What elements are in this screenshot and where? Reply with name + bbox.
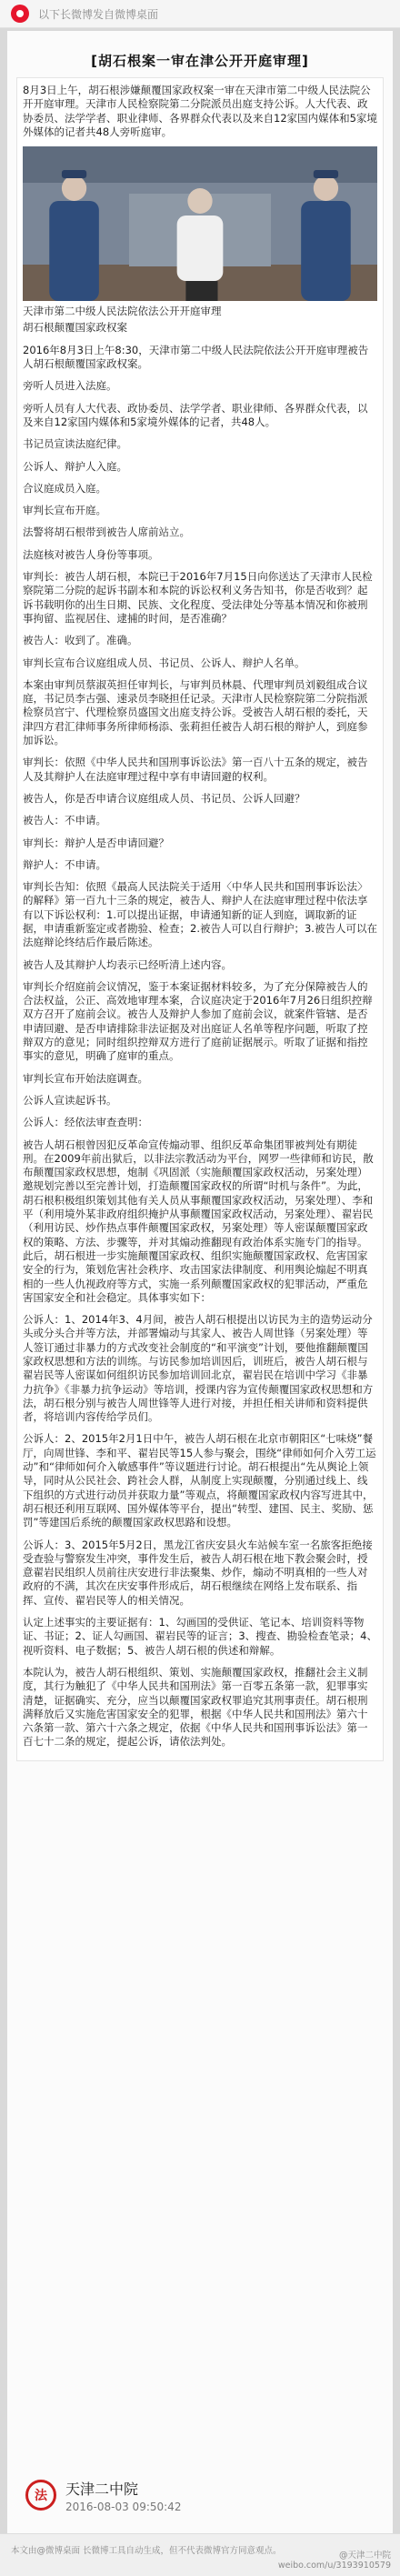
paragraph-13: 本案由审判员蔡淑英担任审判长，与审判员林晨、代理审判员刘毅组成合议庭，书记员李古强、速录员李晓担任记录。天津市人民检察院第二分院指派检察员宫宁、代理检察员盛国文出庭支持公诉。受被告人胡石根的委托，天津四方君汇律师事务所律师杨添、张莉担任被告人胡石根的辩护人，到庭参加诉讼。 [23, 677, 368, 747]
paragraph-16: 被告人：不申请。 [23, 814, 106, 827]
paragraph-5: 公诉人、辩护人入庭。 [23, 459, 127, 473]
court-emblem-glyph: 法 [35, 2489, 47, 2503]
post-datetime: 2016-08-03 09:50:42 [65, 2500, 182, 2513]
paragraph-22: 审判长宣布开始法庭调查。 [23, 1071, 148, 1085]
courtroom-photo [23, 146, 377, 301]
lead-paragraph: 8月3日上午，胡石根涉嫌颠覆国家政权案一审在天津市第二中级人民法院公开开庭审理。天津市人民检察院第二分院派员出庭支持公诉。人大代表、政协委员、法学学者、职业律师、各界群众代表以及来自12家国内媒体和5家境外媒体的记者共48人旁听庭审。 [23, 84, 377, 138]
paragraph-3: 旁听人员有人大代表、政协委员、法学学者、职业律师、各界群众代表，以及来自12家国内媒体和5家境外媒体的记者，共48人。 [23, 401, 368, 428]
paragraph-18: 辩护人：不申请。 [23, 857, 106, 871]
court-photo-wrap [23, 146, 377, 301]
paragraph-6: 合议庭成员入庭。 [23, 481, 106, 495]
top-notice-bar [0, 0, 400, 28]
paragraph-17: 审判长：辩护人是否申请回避？ [23, 836, 169, 849]
watermark-url[interactable]: weibo.com/u/3193910579 [277, 2561, 391, 2571]
paragraph-9: 法庭核对被告人身份等事项。 [23, 547, 159, 561]
tool-disclaimer: 本文由@微博桌面 长微博工具自动生成，但不代表微博官方同意观点。 [11, 2546, 282, 2556]
paragraph-28: 公诉人：3、2015年5月2日，黑龙江省庆安县火车站候车室一名旅客拒绝接受查验与警察发生冲突，事件发生后，被告人胡石根在地下教会聚会时，授意翟岩民组织人员前往庆安进行非法聚集、炒作，煽动不明真相的一些人对政府的不满，其次在庆安事件形成后，胡石根继续在网络上发布联系、指挥、宣传、翟岩民等人的相关情况。 [23, 1538, 373, 1607]
account-footer [7, 2470, 393, 2521]
paragraph-8: 法警将胡石根带到被告人席前站立。 [23, 526, 190, 539]
paragraph-12: 审判长宣布合议庭组成人员、书记员、公诉人、辩护人名单。 [23, 656, 305, 669]
paragraph-2: 旁听人员进入法庭。 [23, 379, 117, 393]
article-content-block [16, 77, 384, 1761]
paragraph-30: 本院认为，被告人胡石根组织、策划、实施颠覆国家政权，推翻社会主义制度，其行为触犯了《中华人民共和国刑法》第一百零五条第一款，犯罪事实清楚，证据确实、充分，应当以颠覆国家政权罪追究其刑事责任。胡石根刑满释放后又实施危害国家安全的犯罪，根据《中华人民共和国刑法》第六十六条第一款、第六十六条之规定，依据《中华人民共和国刑事诉讼法》第一百七十二条的规定，提起公诉，请依法判处。 [23, 1665, 368, 1749]
bottom-disclaimer-bar [0, 2533, 400, 2576]
court-emblem-icon [25, 2480, 56, 2511]
paragraph-24: 公诉人：经依法审查查明： [23, 1116, 148, 1129]
paragraph-27: 公诉人：2、2015年2月1日中午，被告人胡石根在北京市朝阳区“七味烧”餐厅，向周世锋、李和平、翟岩民等15人参与聚会，围绕“律师如何介入劳工运动”和“律师如何介入敏感事件”等议题进行讨论。胡石根提出“先从舆论上领导，同时从公民社会、跨社会人群，从制度上实现颠覆，分别通过线上、线下组织的方式进行动员并获取力量”等观点，将颠覆国家政权内容写进其中，胡石根还利用互联网、国外媒体等平台，提出“转型、建国、民主、奖励、惩罚”等建国后系统的颠覆国家政权思路和设想。 [23, 1432, 376, 1529]
paragraph-4: 书记员宣读法庭纪律。 [23, 437, 127, 451]
paragraph-10: 审判长：被告人胡石根，本院已于2016年7月15日向你送达了天津市人民检察院第二分院的起诉书副本和本院的诉讼权利义务告知书，你是否收到？起诉书载明你的出生日期、民族、文化程度、受法律处分等基本情况和你被刑事拘留、监视居住、逮捕的时间，是否准确？ [23, 570, 373, 625]
paragraph-21: 审判长介绍庭前会议情况，鉴于本案证据材料较多，为了充分保障被告人的合法权益，公正、高效地审理本案，合议庭决定于2016年7月26日组织控辩双方召开了庭前会议。被告人及辩护人参加了庭前会议，就案件管辖、是否申请回避、是否申请排除非法证据及对出庭证人名单等程序问题，听取了控辩双方的意见；同时组织控辩双方进行了庭前证据展示。听取了证据和指控事实的意见，明确了庭审的重点。 [23, 979, 373, 1063]
paragraph-1: 2016年8月3日上午8:30，天津市第二中级人民法院依法公开开庭审理被告人胡石根颠覆国家政权案。 [23, 343, 369, 371]
photo-caption-line1: 天津市第二中级人民法院依法公开开庭审理 [23, 305, 222, 318]
paragraph-25: 被告人胡石根曾因犯反革命宣传煽动罪、组织反革命集团罪被判处有期徒刑。在2009年前出狱后，以非法宗教活动为平台，网罗一些律师和访民，散布颠覆国家政权思想，炮制《巩固派（实施颠覆国家政权活动，另案处理）邀规划完善以至完善计划，打造颠覆国家政权的所谓“时机与条件”。为此，胡石根积极组织策划其他有关人员从事颠覆国家政权活动，另案处理）、李和平（利用境外某非政府组织掩护从事颠覆国家政权活动，另案处理）、翟岩民（利用访民、炒作热点事件颠覆国家政权，另案处理）等人密谋颠覆国家政权的策略、方法、步骤等，并对其煽动推翻现有政治体系实施专门的指导。此后，胡石根进一步实施颠覆国家政权、组织实施颠覆国家政权、危害国家安全的行为，策划危害社会秩序、攻击国家法律制度、利用舆论煽起不明真相的一些人仇视政府等方式，实施一系列颠覆国家政权的犯罪活动，严重危害国家安全和社会稳定。具体事实如下： [23, 1138, 374, 1304]
article-title: [胡石根案一审在津公开开庭审理] [91, 53, 309, 69]
long-weibo-article [7, 31, 393, 2533]
account-name[interactable]: 天津二中院 [65, 2480, 139, 2498]
paragraph-19: 审判长告知：依照《最高人民法院关于适用〈中华人民共和国刑事诉讼法〉的解释》第一百九十三条的规定，被告人、辩护人在法庭审理过程中依法享有以下诉讼权利：1.可以提出证据，申请通知新的证人到庭，调取新的证据，申请重新鉴定或者勘验、检查；2.被告人可以自行辩护；3.被告人可以在法庭辩论终结后作最后陈述。 [23, 880, 377, 949]
paragraph-29: 认定上述事实的主要证据有：1、勾画国的受供证、笔记本、培训资料等物证、书证；2、证人勾画国、翟岩民等的证言；3、搜查、勘验检查笔录；4、视听资料、电子数据；5、被告人胡石根的供述和辩解。 [23, 1616, 377, 1657]
watermark-credits [278, 2548, 391, 2571]
paragraph-26: 公诉人：1、2014年3、4月间，被告人胡石根提出以访民为主的造势运动分头或分头合并等方法，并部署煽动与其家人、被告人周世锋（另案处理）等人签订通过非暴力的方式改变社会制度的“和平演变”计划，要他推翻颠覆国家政权思想和方法的训练。与访民参加培训因后，训班后，被告人胡石根与翟岩民等人密谋如何组织访民参加培训回北京，翟岩民在培训中学习《非暴力抗争》《非暴力抗争运动》等培训，授课内容为宣传颠覆国家政权思想和方法，胡石根分别与被告人周世锋等人进行对接，并担任相关讲师和资料提供者，将培训内容传给学员们。 [23, 1313, 374, 1424]
paragraph-15: 被告人，你是否申请合议庭组成人员、书记员、公诉人回避？ [23, 791, 305, 805]
paragraph-11: 被告人：收到了。准确。 [23, 634, 138, 647]
paragraph-7: 审判长宣布开庭。 [23, 504, 106, 517]
top-notice-text: 以下长微博发自微博桌面 [38, 7, 159, 21]
photo-caption-line2: 胡石根颠覆国家政权案 [23, 321, 127, 335]
weibo-logo-icon [11, 5, 29, 23]
watermark-account: @天津二中院 [338, 2551, 391, 2561]
paragraph-20: 被告人及其辩护人均表示已经听清上述内容。 [23, 957, 232, 971]
paragraph-14: 审判长：依照《中华人民共和国刑事诉讼法》第一百八十五条的规定，被告人及其辩护人在法庭审理过程中享有申请回避的权利。 [23, 756, 368, 783]
paragraph-23: 公诉人宣读起诉书。 [23, 1093, 117, 1107]
